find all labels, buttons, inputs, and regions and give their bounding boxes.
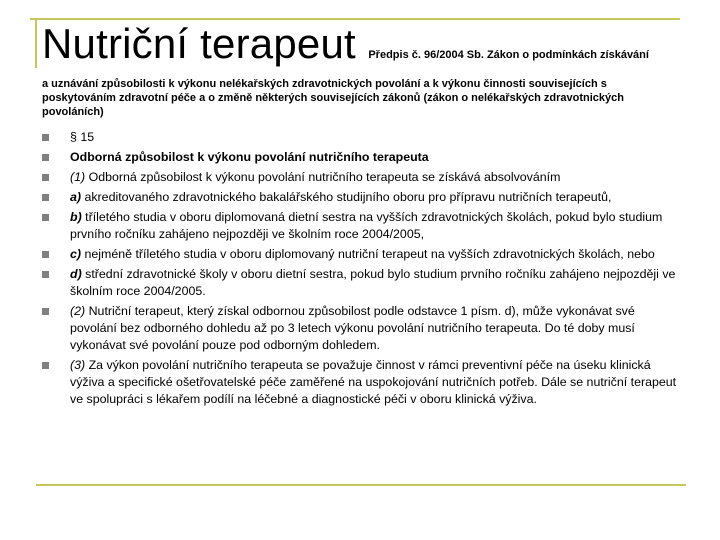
- list-item: [42, 209, 682, 243]
- bullet-list: [42, 129, 682, 411]
- list-item: [42, 169, 682, 186]
- subtitle-continuation: a uznávání způsobilosti k výkonu nelékařských zdravotnických povolání a k výkonu činnosti souvisejících s poskytováním zdravotní péče a o změně některých souvisejících zákonů (zákon o nelékařských zdravotnických povoláních): [42, 78, 624, 118]
- square-bullet-icon: [42, 251, 49, 258]
- square-bullet-icon: [42, 154, 49, 161]
- list-item: [42, 246, 682, 263]
- square-bullet-icon: [42, 134, 49, 141]
- item-prefix: (3): [70, 358, 86, 372]
- list-item: [42, 149, 682, 166]
- item-text: nejméně tříletého studia v oboru diplomovaný nutriční terapeut na vyšších zdravotnických školách, nebo: [81, 247, 655, 261]
- list-item: [42, 129, 682, 146]
- subtitle-inline: Předpis č. 96/2004 Sb. Zákon o podmínkách získávání: [368, 49, 649, 61]
- item-prefix: a): [70, 190, 82, 204]
- decorative-bottom-line: [36, 484, 686, 486]
- square-bullet-icon: [42, 174, 49, 181]
- item-text: Za výkon povolání nutričního terapeuta se považuje činnost v rámci preventivní péče na úseku klinická výživa a specifické ošetřovatelské péče zaměřené na uspokojování nutričních potřeb. Dále se nutriční terapeut ve spolupráci s lékařem podílí na léčebné a diagnostické péči v oboru klinická výživa.: [70, 358, 677, 406]
- square-bullet-icon: [42, 214, 49, 221]
- item-text: § 15: [70, 130, 95, 144]
- item-text: Odborná způsobilost k výkonu povolání nutričního terapeuta se získává absolvováním: [85, 170, 561, 184]
- list-item: [42, 189, 682, 206]
- square-bullet-icon: [42, 362, 49, 369]
- square-bullet-icon: [42, 271, 49, 278]
- item-text: střední zdravotnické školy v oboru dietní sestra, pokud bylo studium prvního ročníku zahájeno nejpozději ve školním roce 2004/2005.: [70, 267, 676, 298]
- item-text: akreditovaného zdravotnického bakalářského studijního oboru pro přípravu nutričních terapeutů,: [81, 190, 612, 204]
- decorative-vertical-line: [35, 18, 37, 68]
- square-bullet-icon: [42, 194, 49, 201]
- list-item: [42, 303, 682, 354]
- item-prefix: c): [70, 247, 82, 261]
- item-prefix: (1): [70, 170, 86, 184]
- title-row: [42, 20, 649, 68]
- slide-title: Nutriční terapeut: [42, 20, 356, 67]
- item-prefix: (2): [70, 304, 86, 318]
- item-text: tříletého studia v oboru diplomovaná dietní sestra na vyšších zdravotnických školách, pokud bylo studium prvního ročníku zahájeno nejpozději ve školním roce 2004/2005,: [70, 210, 663, 241]
- square-bullet-icon: [42, 308, 49, 315]
- item-text: Odborná způsobilost k výkonu povolání nutričního terapeuta: [70, 150, 429, 164]
- item-prefix: b): [70, 210, 82, 224]
- list-item: [42, 357, 682, 408]
- item-prefix: d): [70, 267, 82, 281]
- item-text: Nutriční terapeut, který získal odbornou způsobilost podle odstavce 1 písm. d), může vykonávat své povolání bez odborného dohledu až po 3 letech výkonu povolání nutričního terapeuta. Do té doby musí vykonávat své povolání pouze pod odborným dohledem.: [70, 304, 635, 352]
- list-item: [42, 266, 682, 300]
